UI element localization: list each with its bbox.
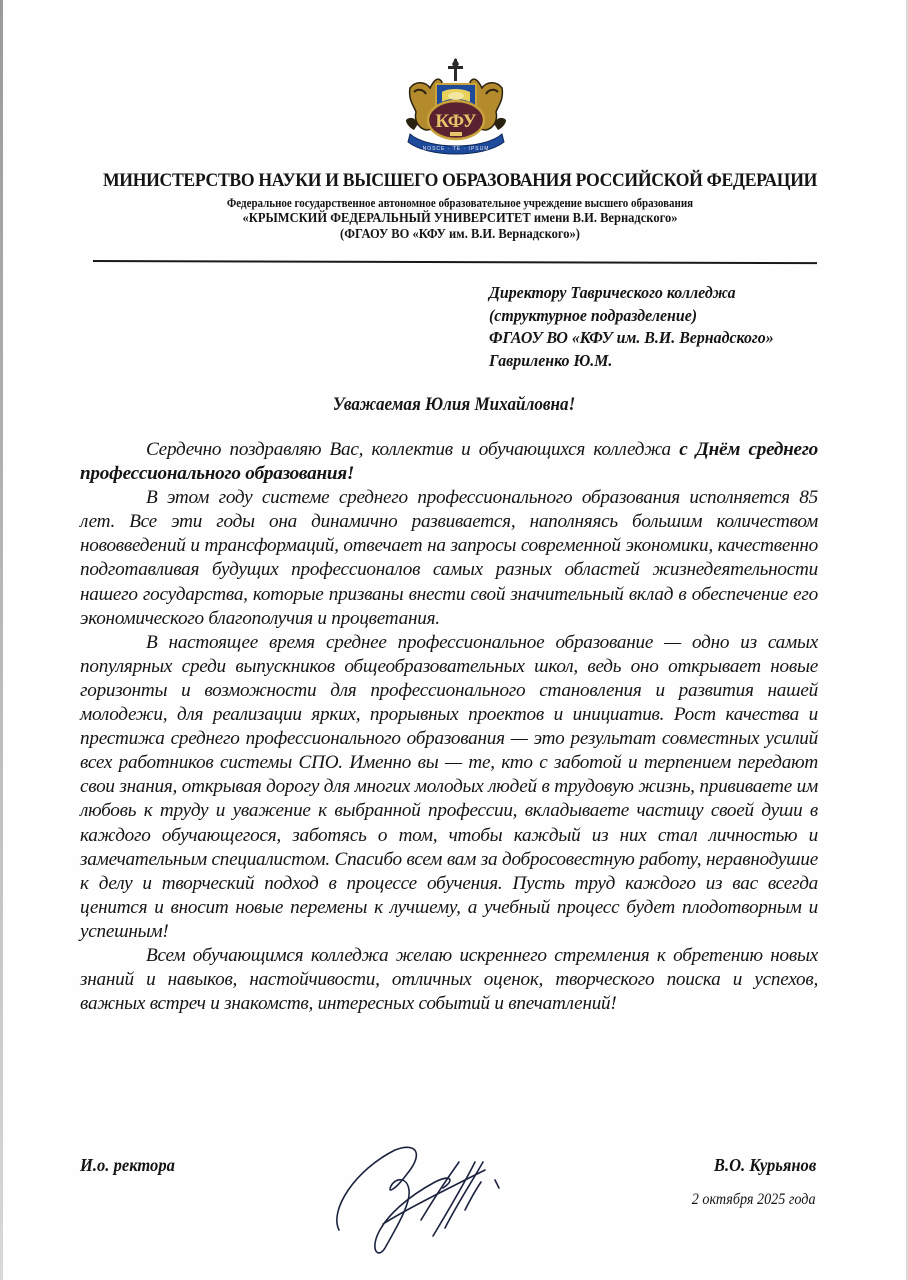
paragraph: Всем обучающимся колледжа желаю искреннего стремления к обретению новых знаний и навыков, настойчивости, отличных оценок, творческого поиска и успехов, важных встреч и знакомств, интересных событий и впечатлений! — [80, 944, 818, 1015]
addressee-block — [489, 282, 774, 372]
header-divider — [93, 260, 817, 264]
university-crest-icon — [404, 58, 508, 158]
ministry-title: МИНИСТЕРСТВО НАУКИ И ВЫСШЕГО ОБРАЗОВАНИЯ РОССИЙСКОЙ ФЕДЕРАЦИИ — [102, 170, 818, 191]
institution-type: Федеральное государственное автономное образовательное учреждение высшего образования — [226, 196, 694, 210]
addressee-line: Директору Таврического колледжа — [489, 283, 736, 302]
letter-body — [80, 438, 818, 1016]
signatory-title: И.о. ректора — [80, 1155, 175, 1175]
paragraph: В этом году системе среднего профессионального образования исполняется 85 лет. Все эти годы она динамично развивается, наполняясь большим количеством нововведений и трансформаций, отвечает на запросы современной экономики, качественно подготавливая будущих профессионалов самых разных областей жизнедеятельности нашего государства, которые призваны внести свой значительный вклад в обеспечение его экономического благополучия и процветания. — [80, 487, 818, 629]
signatory-name: В.О. Курьянов — [713, 1155, 816, 1175]
paragraph: В настоящее время среднее профессиональное образование — одно из самых популярных среди выпускников общеобразовательных школ, ведь оно открывает новые горизонты и возможности для профессионального становления и развития нашей молодежи, для реализации ярких, прорывных проектов и инициатив. Рост качества и престижа среднего профессионального образования — это результат совместных усилий всех работников системы СПО. Именно вы — те, кто с заботой и терпением передают свои знания, открывая дорогу для многих молодых людей в трудовую жизнь, прививаете им любовь к труду и уважение к выбранной профессии, вкладываете частицу своей души в каждого обучающегося, заботясь о том, чтобы каждый из них стал личностью и замечательным специалистом. Спасибо всем вам за добросовестную работу, неравнодушие к делу и творческий подход в процессе обучения. Пусть труд каждого из вас всегда ценится и вносит новые перемены к лучшему, а учебный процесс будет плодотворным и успешным! — [80, 631, 818, 942]
addressee-line: ФГАОУ ВО «КФУ им. В.И. Вернадского» — [489, 328, 774, 347]
salutation: Уважаемая Юлия Михайловна! — [332, 394, 576, 415]
scan-edge-left — [0, 0, 3, 1280]
addressee-line: Гавриленко Ю.М. — [489, 350, 613, 370]
letter-date: 2 октября 2025 года — [692, 1191, 816, 1208]
handwritten-signature-icon — [325, 1140, 535, 1260]
addressee-line: (структурное подразделение) — [489, 305, 698, 325]
svg-text:NOSCE · TE · IPSUM: NOSCE · TE · IPSUM — [422, 146, 490, 152]
university-name: «КРЫМСКИЙ ФЕДЕРАЛЬНЫЙ УНИВЕРСИТЕТ имени В.И. Вернадского» — [242, 210, 678, 225]
paragraph — [80, 438, 818, 486]
crest-text: КФУ — [435, 111, 477, 132]
paragraph-text: Сердечно поздравляю Вас, коллектив и обучающихся колледжа — [146, 439, 680, 460]
signature-block — [0, 1150, 908, 1270]
university-abbreviation: (ФГАОУ ВО «КФУ им. В.И. Вернадского») — [340, 226, 580, 241]
paragraph-emphasis: с Днём среднего профессионального образования! — [80, 439, 818, 485]
letterhead — [60, 168, 860, 242]
